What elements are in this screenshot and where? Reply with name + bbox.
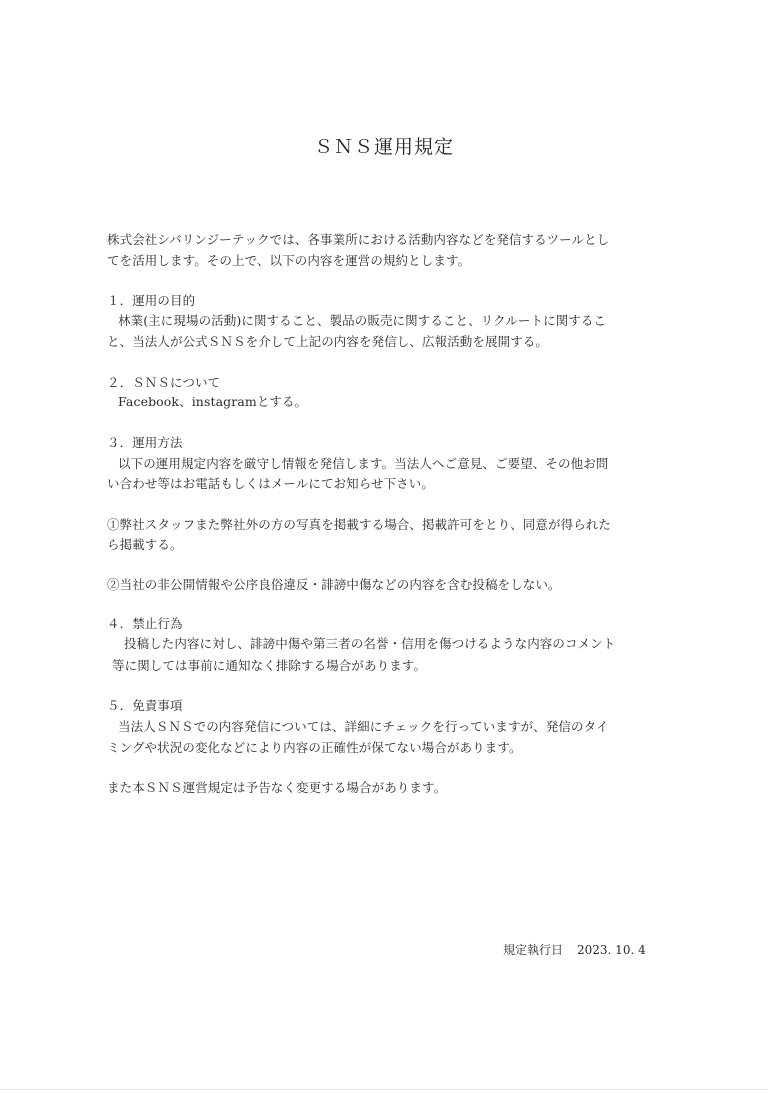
intro-line-2: てを活用します。その上で、以下の内容を運営の規約とします。	[107, 253, 471, 268]
intro-line-1: 株式会社シバリンジーテックでは、各事業所における活動内容などを発信するツールとし	[107, 232, 610, 247]
page-bottom-divider	[0, 1089, 768, 1090]
section2-line-1: Facebook、instagramとする。	[118, 394, 308, 409]
section1-line-2: と、当法人が公式ＳＮＳを介して上記の内容を発信し、広報活動を展開する。	[107, 334, 549, 349]
section5-line-2: ミングや状況の変化などにより内容の正確性が保てない場合があります。	[107, 740, 522, 755]
section1-heading: １．運用の目的	[107, 293, 196, 308]
section1-line-1: 林業(主に現場の活動)に関すること、製品の販売に関すること、リクルートに関するこ	[118, 313, 607, 328]
section3-line-1: 以下の運用規定内容を厳守し情報を発信します。当法人へご意見、ご要望、その他お問	[118, 456, 609, 471]
effective-date-label: 規定執行日	[503, 943, 564, 957]
document-title: ＳＮＳ運用規定	[313, 136, 454, 158]
section3-item1-line-2: ら掲載する。	[107, 537, 183, 552]
section2-heading: ２．ＳＮＳについて	[107, 375, 221, 390]
section5-line-1: 当法人ＳＮＳでの内容発信については、詳細にチェックを行っていますが、発信のタイ	[118, 719, 609, 734]
closing-note: また本ＳＮＳ運営規定は予告なく変更する場合があります。	[107, 780, 447, 795]
section4-line-1: 投稿した内容に対し、誹謗中傷や第三者の名誉・信用を傷つけるような内容のコメント	[124, 636, 616, 651]
section5-heading: ５．免責事項	[107, 698, 183, 713]
section3-item1-line-1: ①弊社スタッフまた弊社外の方の写真を掲載する場合、掲載許可をとり、同意が得られた	[107, 517, 612, 532]
section3-heading: ３．運用方法	[107, 435, 183, 450]
section4-heading: ４．禁止行為	[107, 616, 183, 631]
effective-date	[503, 941, 646, 958]
section3-item2: ②当社の非公開情報や公序良俗違反・誹謗中傷などの内容を含む投稿をしない。	[107, 577, 561, 592]
section4-line-2: 等に関しては事前に通知なく排除する場合があります。	[112, 658, 427, 673]
effective-date-value: 2023. 10. 4	[577, 943, 646, 957]
section3-line-2: い合わせ等はお電話もしくはメールにてお知らせ下さい。	[107, 476, 434, 491]
